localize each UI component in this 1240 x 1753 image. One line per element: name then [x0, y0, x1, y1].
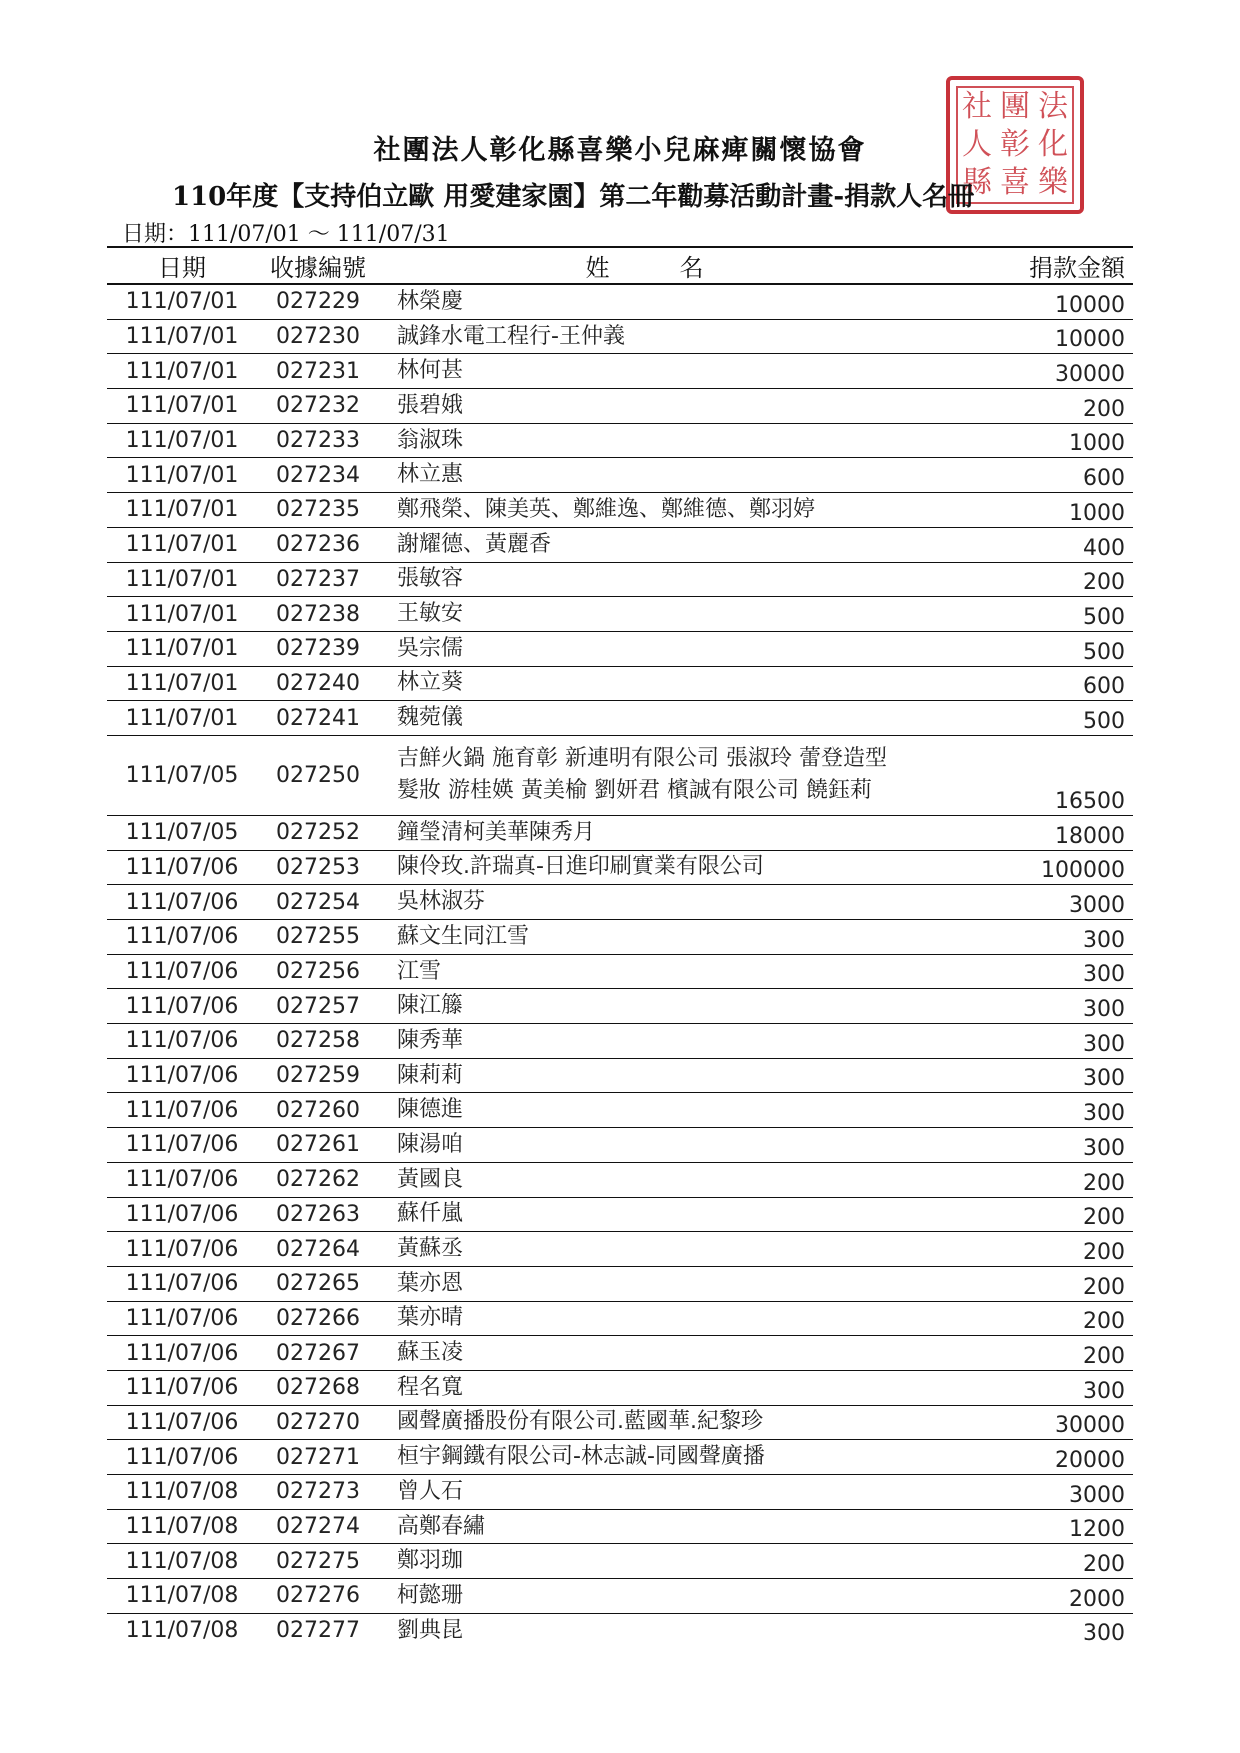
row-receipt-number: 027263	[257, 1197, 379, 1232]
row-date: 111/07/01	[107, 666, 257, 701]
row-receipt-number: 027232	[257, 389, 379, 424]
row-donor-name: 吳林淑芬	[379, 885, 980, 920]
row-receipt-number: 027239	[257, 631, 379, 666]
seal-char: 社	[962, 89, 992, 124]
row-receipt-number: 027268	[257, 1370, 379, 1405]
table-row	[107, 920, 1133, 955]
table-row	[107, 815, 1133, 850]
row-date: 111/07/06	[107, 1405, 257, 1440]
row-receipt-number: 027273	[257, 1475, 379, 1510]
row-donor-name: 誠鋒水電工程行-王仲義	[379, 319, 980, 354]
row-donor-name: 林榮慶	[379, 284, 980, 319]
row-date: 111/07/06	[107, 1128, 257, 1163]
row-receipt-number: 027259	[257, 1058, 379, 1093]
row-date: 111/07/06	[107, 989, 257, 1024]
row-amount: 1000	[980, 493, 1133, 528]
row-donor-name: 劉典昆	[397, 1617, 464, 1643]
row-receipt-number: 027258	[257, 1024, 379, 1059]
row-donor-name: 桓宇鋼鐵有限公司-林志誠-同國聲廣播	[379, 1440, 980, 1475]
row-donor-name: 張敏容	[379, 562, 980, 597]
table-row	[107, 1197, 1133, 1232]
row-date: 111/07/08	[107, 1509, 257, 1544]
document-title: 社團法人彰化縣喜樂小兒麻痺關懷協會	[373, 135, 867, 166]
table-row	[107, 1544, 1133, 1579]
row-amount: 2000	[980, 1579, 1133, 1614]
row-amount: 500	[980, 597, 1133, 632]
row-amount: 16500	[980, 735, 1133, 815]
row-receipt-number: 027261	[257, 1128, 379, 1163]
row-amount: 200	[980, 1162, 1133, 1197]
table-row	[107, 493, 1133, 528]
table-row	[107, 666, 1133, 701]
table-row	[107, 354, 1133, 389]
table-row	[107, 319, 1133, 354]
seal-char: 團	[1000, 89, 1030, 124]
seal-char: 法	[1038, 89, 1068, 124]
row-donor-name: 陳湯咱	[379, 1128, 980, 1163]
table-row	[107, 1128, 1133, 1163]
row-receipt-number: 027274	[257, 1509, 379, 1544]
row-amount: 100000	[980, 850, 1133, 885]
table-row	[107, 1579, 1133, 1614]
table-row	[107, 1509, 1133, 1544]
row-amount: 300	[1083, 1621, 1125, 1647]
row-donor-name: 蘇文生同江雪	[379, 920, 980, 955]
row-date: 111/07/01	[107, 562, 257, 597]
row-amount: 300	[980, 954, 1133, 989]
row-amount: 300	[980, 1093, 1133, 1128]
row-donor-name: 陳莉莉	[379, 1058, 980, 1093]
row-receipt-number: 027233	[257, 423, 379, 458]
column-header-date: 日期	[107, 247, 257, 284]
row-donor-name: 陳江籐	[379, 989, 980, 1024]
row-date: 111/07/06	[107, 954, 257, 989]
row-amount: 30000	[980, 354, 1133, 389]
row-receipt-number: 027275	[257, 1544, 379, 1579]
column-header-receipt: 收據編號	[257, 247, 379, 284]
row-date: 111/07/06	[107, 1162, 257, 1197]
row-date: 111/07/06	[107, 1370, 257, 1405]
row-receipt-number: 027264	[257, 1232, 379, 1267]
row-receipt-number: 027230	[257, 319, 379, 354]
row-donor-name: 蘇玉凌	[379, 1336, 980, 1371]
row-receipt-number: 027234	[257, 458, 379, 493]
row-receipt-number: 027255	[257, 920, 379, 955]
row-amount: 500	[980, 701, 1133, 736]
row-date: 111/07/06	[107, 1058, 257, 1093]
seal-char: 彰	[1000, 127, 1030, 162]
row-date: 111/07/06	[107, 1301, 257, 1336]
row-date: 111/07/06	[107, 1232, 257, 1267]
row-donor-name: 王敏安	[379, 597, 980, 632]
date-range: 日期：111/07/01 ～ 111/07/31	[122, 222, 450, 247]
row-amount: 600	[980, 666, 1133, 701]
row-date: 111/07/06	[107, 1266, 257, 1301]
row-amount: 200	[980, 1544, 1133, 1579]
row-amount: 200	[980, 1232, 1133, 1267]
row-donor-name: 謝耀德、黃麗香	[379, 527, 980, 562]
row-amount: 200	[980, 1266, 1133, 1301]
table-row	[107, 527, 1133, 562]
row-date: 111/07/08	[125, 1618, 239, 1644]
table-header-row	[107, 247, 1133, 284]
row-donor-name: 張碧娥	[379, 389, 980, 424]
table-row	[107, 597, 1133, 632]
seal-char: 喜	[1000, 165, 1030, 200]
row-date: 111/07/08	[107, 1544, 257, 1579]
document-subtitle: 110年度【支持伯立歐 用愛建家園】第二年勸募活動計畫-捐款人名冊	[172, 182, 975, 212]
table-row	[107, 1440, 1133, 1475]
row-receipt-number: 027229	[257, 284, 379, 319]
table-row	[107, 562, 1133, 597]
row-donor-name: 陳秀華	[379, 1024, 980, 1059]
table-row	[107, 850, 1133, 885]
table-row	[107, 1405, 1133, 1440]
row-amount: 200	[980, 1197, 1133, 1232]
row-amount: 200	[980, 1336, 1133, 1371]
row-amount: 1200	[980, 1509, 1133, 1544]
row-date: 111/07/01	[107, 284, 257, 319]
row-donor-name: 柯懿珊	[379, 1579, 980, 1614]
table-row	[107, 1024, 1133, 1059]
table-row	[107, 1093, 1133, 1128]
table-row	[107, 423, 1133, 458]
row-receipt-number: 027241	[257, 701, 379, 736]
table-row	[107, 1336, 1133, 1371]
row-donor-name: 黃國良	[379, 1162, 980, 1197]
row-receipt-number: 027236	[257, 527, 379, 562]
seal-char: 樂	[1038, 165, 1068, 200]
row-date: 111/07/01	[107, 493, 257, 528]
row-donor-name: 吉鮮火鍋 施育彰 新連明有限公司 張淑玲 蕾登造型 髮妝 游桂媖 黃美榆 劉妍君 檳誠有限公司 饒鈺莉	[379, 735, 980, 815]
row-donor-name: 陳伶玫.許瑞真-日進印刷實業有限公司	[379, 850, 980, 885]
row-donor-name: 林何甚	[379, 354, 980, 389]
row-donor-name: 鄭飛榮、陳美英、鄭維逸、鄭維德、鄭羽婷	[379, 493, 980, 528]
row-donor-name: 曾人石	[379, 1475, 980, 1510]
row-amount: 10000	[980, 319, 1133, 354]
row-receipt-number: 027262	[257, 1162, 379, 1197]
row-amount: 300	[980, 1128, 1133, 1163]
table-row	[107, 284, 1133, 319]
row-donor-name: 林立葵	[379, 666, 980, 701]
row-donor-name: 程名寬	[379, 1370, 980, 1405]
row-receipt-number: 027265	[257, 1266, 379, 1301]
row-amount: 300	[980, 920, 1133, 955]
row-donor-name: 林立惠	[379, 458, 980, 493]
row-amount: 200	[980, 1301, 1133, 1336]
row-amount: 1000	[980, 423, 1133, 458]
column-header-name: 姓名	[379, 247, 980, 284]
row-amount: 400	[980, 527, 1133, 562]
row-donor-name: 葉亦晴	[379, 1301, 980, 1336]
row-date: 111/07/01	[107, 458, 257, 493]
row-date: 111/07/01	[107, 631, 257, 666]
row-receipt-number: 027254	[257, 885, 379, 920]
table-row	[107, 885, 1133, 920]
row-amount: 300	[980, 1370, 1133, 1405]
row-date: 111/07/01	[107, 423, 257, 458]
table-row	[107, 1232, 1133, 1267]
table-row	[107, 1162, 1133, 1197]
row-receipt-number: 027271	[257, 1440, 379, 1475]
row-date: 111/07/06	[107, 1197, 257, 1232]
table-row	[107, 1301, 1133, 1336]
row-amount: 600	[980, 458, 1133, 493]
row-date: 111/07/08	[107, 1475, 257, 1510]
row-receipt-number: 027267	[257, 1336, 379, 1371]
row-date: 111/07/06	[107, 1093, 257, 1128]
row-donor-name: 高鄭春繡	[379, 1509, 980, 1544]
table-row	[107, 954, 1133, 989]
row-receipt-number: 027256	[257, 954, 379, 989]
row-date: 111/07/05	[107, 815, 257, 850]
row-donor-name: 吳宗儒	[379, 631, 980, 666]
table-row	[107, 1058, 1133, 1093]
row-donor-name: 黃蘇丞	[379, 1232, 980, 1267]
row-donor-name: 鄭羽珈	[379, 1544, 980, 1579]
table-row	[107, 458, 1133, 493]
row-date: 111/07/01	[107, 319, 257, 354]
row-date: 111/07/01	[107, 701, 257, 736]
row-date: 111/07/01	[107, 597, 257, 632]
row-donor-name: 翁淑珠	[379, 423, 980, 458]
row-amount: 300	[980, 989, 1133, 1024]
row-receipt-number: 027252	[257, 815, 379, 850]
row-donor-name: 鐘瑩清柯美華陳秀月	[379, 815, 980, 850]
row-date: 111/07/06	[107, 1440, 257, 1475]
row-receipt-number: 027250	[257, 735, 379, 815]
row-donor-name: 蘇仟嵐	[379, 1197, 980, 1232]
row-amount: 10000	[980, 284, 1133, 319]
row-donor-name: 魏菀儀	[379, 701, 980, 736]
seal-char: 縣	[962, 165, 992, 200]
row-receipt-number: 027276	[257, 1579, 379, 1614]
row-receipt-number: 027260	[257, 1093, 379, 1128]
row-amount: 3000	[980, 885, 1133, 920]
row-date: 111/07/05	[107, 735, 257, 815]
table-row	[107, 1475, 1133, 1510]
row-receipt-number: 027240	[257, 666, 379, 701]
row-amount: 3000	[980, 1475, 1133, 1510]
row-donor-name: 國聲廣播股份有限公司.藍國華.紀黎珍	[379, 1405, 980, 1440]
donor-table	[107, 246, 1133, 1647]
row-date: 111/07/01	[107, 527, 257, 562]
seal-char: 人	[962, 127, 992, 162]
row-amount: 20000	[980, 1440, 1133, 1475]
row-receipt-number: 027253	[257, 850, 379, 885]
row-receipt-number: 027270	[257, 1405, 379, 1440]
row-donor-name: 江雪	[379, 954, 980, 989]
row-date: 111/07/06	[107, 885, 257, 920]
row-receipt-number: 027235	[257, 493, 379, 528]
table-row	[107, 389, 1133, 424]
table-row	[107, 735, 1133, 815]
row-amount: 30000	[980, 1405, 1133, 1440]
row-date: 111/07/06	[107, 1336, 257, 1371]
row-donor-name: 葉亦恩	[379, 1266, 980, 1301]
row-receipt-number: 027231	[257, 354, 379, 389]
row-amount: 200	[980, 389, 1133, 424]
row-amount: 200	[980, 562, 1133, 597]
row-date: 111/07/06	[107, 1024, 257, 1059]
row-amount: 18000	[980, 815, 1133, 850]
seal-char: 化	[1038, 127, 1068, 162]
table-row	[107, 1266, 1133, 1301]
row-receipt-number: 027237	[257, 562, 379, 597]
table-row	[107, 701, 1133, 736]
table-row	[107, 1613, 1133, 1647]
row-date: 111/07/01	[107, 354, 257, 389]
row-receipt-number: 027238	[257, 597, 379, 632]
row-donor-name: 陳德進	[379, 1093, 980, 1128]
table-row	[107, 989, 1133, 1024]
table-row	[107, 631, 1133, 666]
row-amount: 300	[980, 1024, 1133, 1059]
column-header-amount: 捐款金額	[980, 247, 1133, 284]
row-date: 111/07/08	[107, 1579, 257, 1614]
row-amount: 500	[980, 631, 1133, 666]
row-receipt-number: 027277	[276, 1618, 360, 1644]
row-date: 111/07/06	[107, 920, 257, 955]
table-row	[107, 1370, 1133, 1405]
row-date: 111/07/01	[107, 389, 257, 424]
row-date: 111/07/06	[107, 850, 257, 885]
row-amount: 300	[980, 1058, 1133, 1093]
row-receipt-number: 027266	[257, 1301, 379, 1336]
row-receipt-number: 027257	[257, 989, 379, 1024]
